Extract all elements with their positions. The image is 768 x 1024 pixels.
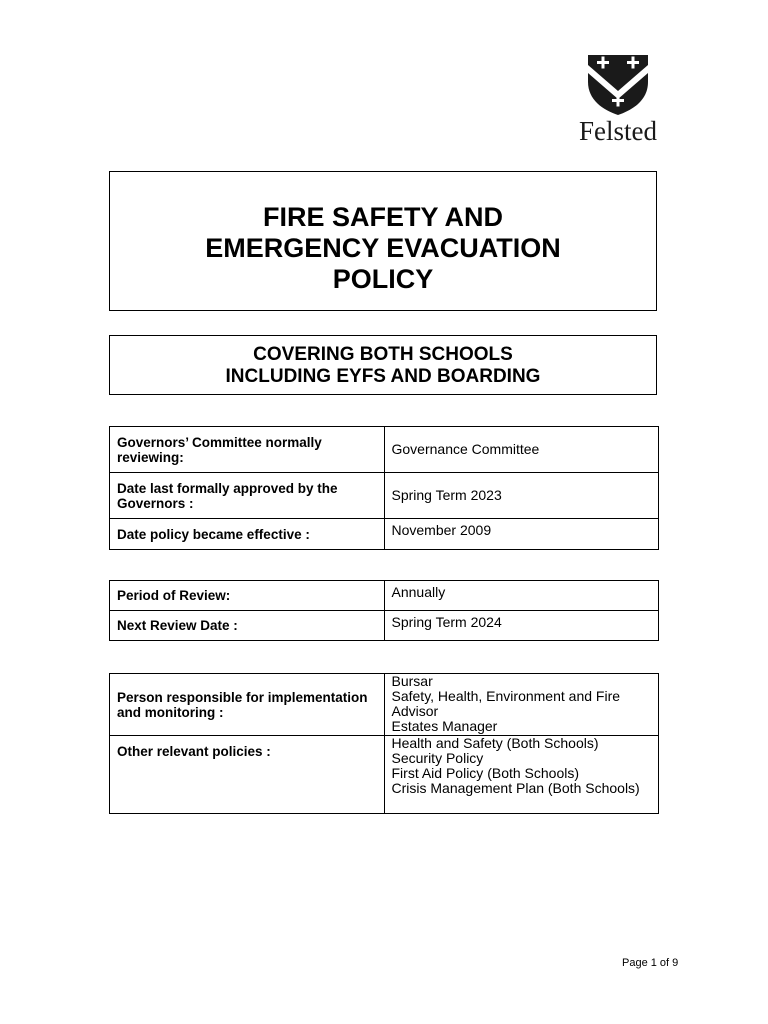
school-logo [566, 52, 670, 148]
table-row [110, 611, 659, 641]
governance-table [109, 426, 659, 550]
table-row [110, 473, 659, 519]
row-label: Person responsible for implementation and monitoring : [110, 674, 385, 736]
list-item: Crisis Management Plan (Both Schools) [391, 780, 640, 796]
table-row [110, 674, 659, 736]
coverage-line: COVERING BOTH SCHOOLS [253, 344, 513, 365]
row-value: Annually [384, 581, 659, 611]
list-item: Bursar [391, 673, 433, 689]
row-label: Period of Review: [110, 581, 385, 611]
list-item: Safety, Health, Environment and Fire Advisor [391, 688, 621, 719]
row-label: Next Review Date : [110, 611, 385, 641]
row-value-list [384, 736, 659, 814]
table-row [110, 427, 659, 473]
page-number: Page 1 of 9 [622, 957, 679, 969]
review-table [109, 580, 659, 641]
list-item: Estates Manager [391, 718, 498, 734]
title-line: POLICY [332, 264, 434, 294]
table-row [110, 736, 659, 814]
coverage-line: INCLUDING EYFS AND BOARDING [225, 366, 541, 387]
table-row [110, 581, 659, 611]
row-value: Spring Term 2024 [384, 611, 659, 641]
row-value-list [384, 674, 659, 736]
table-row [110, 519, 659, 550]
title-line: EMERGENCY EVACUATION [205, 233, 561, 263]
row-value: Governance Committee [384, 427, 659, 473]
coverage-heading [110, 344, 656, 388]
title-box [109, 171, 657, 311]
title-line: FIRE SAFETY AND [262, 202, 504, 232]
list-item: Health and Safety (Both Schools) [391, 735, 599, 751]
row-label: Other relevant policies : [110, 736, 385, 814]
row-label: Date policy became effective : [110, 519, 385, 550]
crest-icon [585, 52, 651, 116]
row-value: November 2009 [384, 519, 659, 550]
list-item: First Aid Policy (Both Schools) [391, 765, 580, 781]
policy-title [110, 202, 656, 295]
row-value: Spring Term 2023 [384, 473, 659, 519]
list-item: Security Policy [391, 750, 484, 766]
coverage-box [109, 335, 657, 395]
row-label: Date last formally approved by the Governors : [110, 473, 385, 519]
logo-wordmark: Felsted [579, 116, 657, 146]
row-label: Governors’ Committee normally reviewing: [110, 427, 385, 473]
responsibility-table [109, 673, 659, 814]
